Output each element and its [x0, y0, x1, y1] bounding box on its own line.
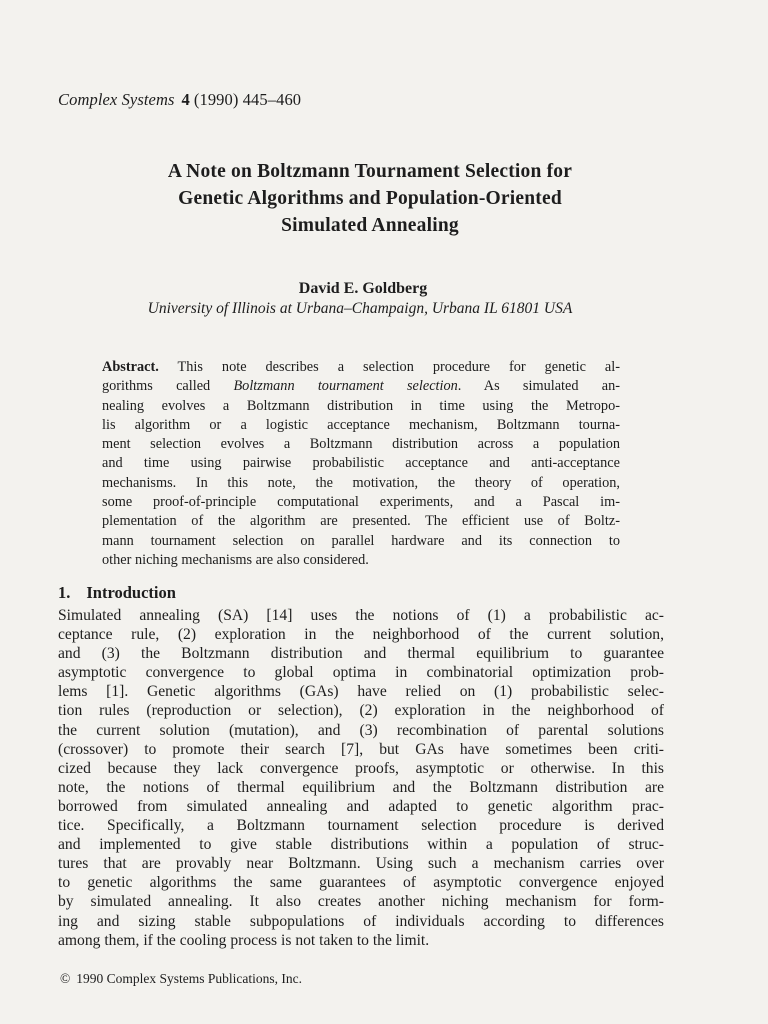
copyright-footer — [60, 971, 302, 987]
body-line: tion rules (reproduction or selection), (2) exploration in the neighborhood of — [58, 702, 664, 720]
body-line: and (3) the Boltzmann distribution and thermal equilibrium to guarantee — [58, 645, 664, 663]
abstract-line: mann tournament selection on parallel hardware and its connection to — [102, 532, 620, 549]
abstract — [102, 358, 620, 570]
body-line: (crossover) to promote their search [7], but GAs have sometimes been criti- — [58, 740, 664, 758]
journal-name: Complex Systems — [58, 90, 175, 109]
emphasis-term: Boltzmann tournament selection — [233, 378, 458, 395]
body-line: cized because they lack convergence proofs, asymptotic or otherwise. In this — [58, 759, 664, 777]
section-heading — [58, 583, 176, 603]
section-title: Introduction — [86, 583, 176, 602]
body-line: ceptance rule, (2) exploration in the neighborhood of the current solution, — [58, 626, 664, 644]
body-line: Simulated annealing (SA) [14] uses the notions of (1) a probabilistic ac- — [58, 607, 664, 624]
body-line: tures that are provably near Boltzmann. Using such a mechanism carries over — [58, 855, 664, 873]
section-number: 1. — [58, 583, 71, 602]
abstract-line: some proof-of-principle computational experiments, and a Pascal im- — [102, 494, 620, 511]
abstract-line: and time using pairwise probabilistic acceptance and anti-acceptance — [102, 455, 620, 472]
title-line: A Note on Boltzmann Tournament Selection for — [167, 161, 573, 182]
body-line: to genetic algorithms the same guarantees of asymptotic convergence enjoyed — [58, 874, 664, 892]
abstract-line: lis algorithm or a logistic acceptance mechanism, Boltzmann tourna- — [102, 416, 620, 433]
journal-citation — [58, 90, 301, 110]
abstract-line: other niching mechanisms are also considered. — [102, 551, 369, 568]
abstract-line: plementation of the algorithm are presented. The efficient use of Boltz- — [102, 513, 620, 530]
title-line: Simulated Annealing — [281, 215, 459, 236]
copyright-icon: © — [60, 971, 71, 986]
body-line: borrowed from simulated annealing and adapted to genetic algorithm prac- — [58, 797, 664, 815]
body-line: and implemented to give stable distributions within a population of struc- — [58, 836, 664, 854]
body-line: by simulated annealing. It also creates another niching mechanism for form- — [58, 893, 664, 911]
abstract-label: Abstract. — [102, 359, 159, 375]
body-line: asymptotic convergence to global optima in combinatorial optimization prob- — [58, 664, 664, 682]
copyright-text: 1990 Complex Systems Publications, Inc. — [76, 971, 303, 986]
abstract-line: Abstract. This note describes a selection procedure for genetic al- — [102, 359, 620, 375]
abstract-line: nealing evolves a Boltzmann distribution in time using the Metropo- — [102, 397, 620, 414]
abstract-line: mechanisms. In this note, the motivation, the theory of operation, — [102, 474, 620, 491]
journal-year-pages: (1990) 445–460 — [193, 90, 302, 109]
journal-volume: 4 — [181, 90, 190, 109]
body-line: note, the notions of thermal equilibrium and the Boltzmann distribution are — [58, 778, 664, 796]
body-line: tice. Specifically, a Boltzmann tournament selection procedure is derived — [58, 817, 664, 835]
body-line: ing and sizing stable subpopulations of individuals according to differences — [58, 912, 664, 930]
title-line: Genetic Algorithms and Population-Oriented — [178, 188, 562, 209]
abstract-line: ment selection evolves a Boltzmann distribution across a population — [102, 436, 620, 453]
body-line: the current solution (mutation), and (3) recombination of parental solutions — [58, 721, 664, 739]
author-affiliation: University of Illinois at Urbana–Champaign, Urbana IL 61801 USA — [147, 300, 573, 317]
author-name: David E. Goldberg — [298, 280, 428, 297]
body-line: among them, if the cooling process is not taken to the limit. — [58, 931, 430, 949]
paper-title — [60, 158, 680, 239]
body-line: lems [1]. Genetic algorithms (GAs) have relied on (1) probabilistic selec- — [58, 683, 664, 701]
abstract-line: gorithms called Boltzmann tournament selection. As simulated an- — [102, 378, 620, 395]
introduction-paragraph — [58, 606, 664, 950]
